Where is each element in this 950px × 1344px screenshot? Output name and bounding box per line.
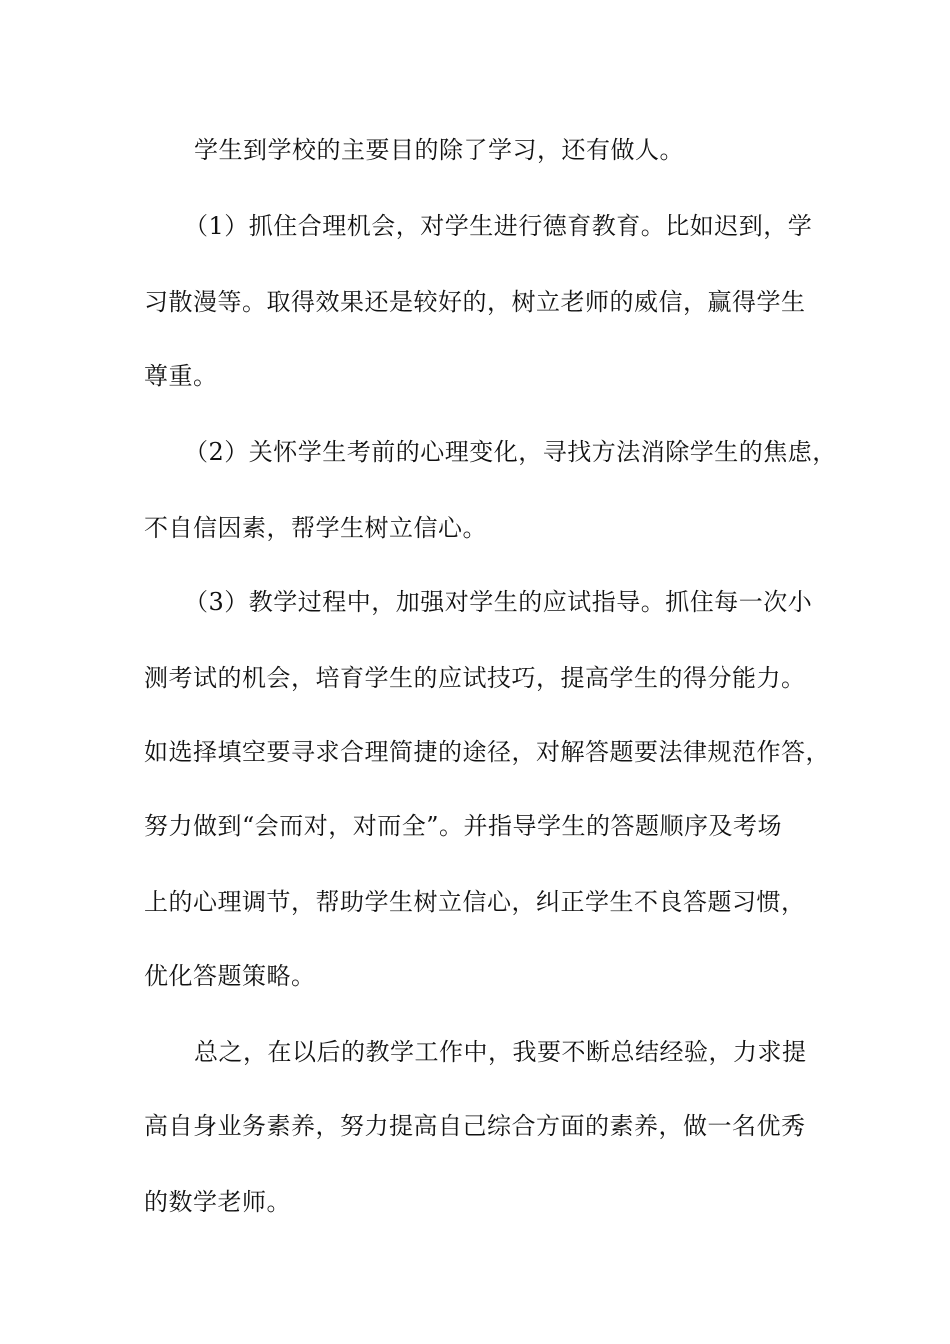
text-line-12: 优化答题策略。 [144, 962, 316, 990]
text-line-4: 尊重。 [144, 362, 218, 390]
text-line-7: （3）教学过程中，加强对学生的应试指导。抓住每一次小 [184, 588, 813, 616]
text-line-6: 不自信因素，帮学生树立信心。 [144, 514, 487, 542]
text-line-11: 上的心理调节，帮助学生树立信心，纠正学生不良答题习惯， [144, 888, 806, 916]
text-line-3: 习散漫等。取得效果还是较好的，树立老师的威信，赢得学生 [144, 288, 806, 316]
text-line-2: （1）抓住合理机会，对学生进行德育教育。比如迟到，学 [184, 212, 813, 240]
text-line-15: 的数学老师。 [144, 1188, 291, 1216]
text-line-5: （2）关怀学生考前的心理变化，寻找方法消除学生的焦虑， [184, 438, 837, 466]
text-line-14: 高自身业务素养，努力提高自己综合方面的素养，做一名优秀 [144, 1112, 806, 1140]
text-line-9: 如选择填空要寻求合理简捷的途径，对解答题要法律规范作答， [144, 738, 830, 766]
text-line-13: 总之，在以后的教学工作中，我要不断总结经验，力求提 [194, 1038, 807, 1066]
text-line-10: 努力做到“会而对，对而全”。并指导学生的答题顺序及考场 [144, 812, 783, 840]
text-line-1: 学生到学校的主要目的除了学习，还有做人。 [194, 136, 684, 164]
text-line-8: 测考试的机会，培育学生的应试技巧，提高学生的得分能力。 [144, 664, 806, 692]
